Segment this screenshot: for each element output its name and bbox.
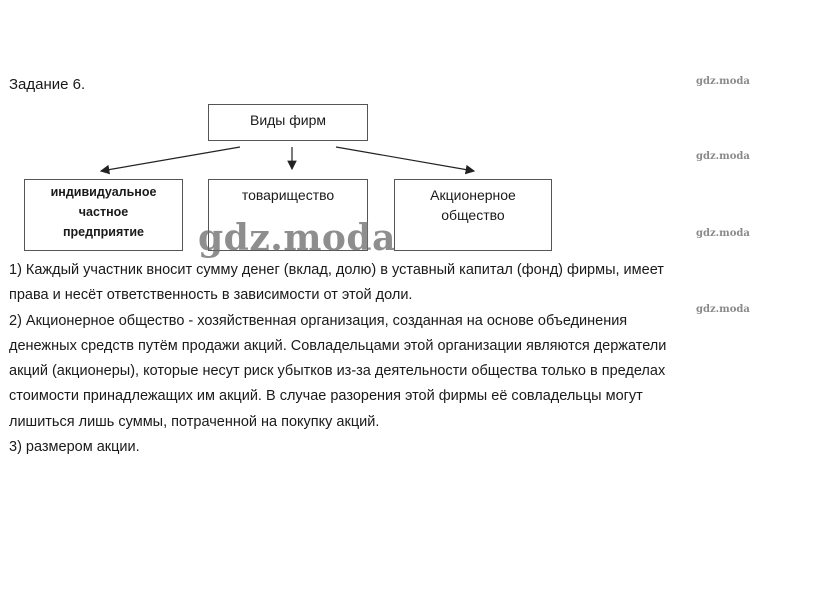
arrow-left — [101, 147, 240, 171]
node-line: частное — [78, 205, 129, 219]
root-node — [208, 104, 368, 141]
answer-line: денежных средств путём продажи акций. Совладельцами этой организации являются держатели — [9, 337, 667, 354]
root-node-label: Виды фирм — [249, 112, 327, 128]
answer-line: акций (акционеры), которые несут риск убытков из-за деятельности общества только в пределах — [9, 363, 666, 380]
node-joint-stock-company — [394, 179, 552, 251]
node-line: общество — [441, 207, 505, 223]
arrow-right — [336, 147, 474, 171]
node-line: предприятие — [63, 225, 144, 239]
node-individual-enterprise — [24, 179, 183, 251]
watermark-large: gdz.moda — [198, 217, 396, 259]
node-line: товарищество — [241, 187, 335, 203]
answer-line: лишиться лишь суммы, потраченной на покупку акций. — [9, 413, 380, 430]
answer-text — [9, 258, 809, 460]
watermark-small: gdz.moda — [696, 228, 750, 239]
task-title: Задание 6. — [9, 76, 86, 93]
answer-line: 1) Каждый участник вносит сумму денег (вклад, долю) в уставный капитал (фонд) фирмы, имеет — [9, 262, 664, 278]
watermark-small: gdz.moda — [696, 304, 750, 315]
watermark-small: gdz.moda — [696, 76, 750, 87]
answer-line: 2) Акционерное общество - хозяйственная организация, созданная на основе объединения — [9, 312, 628, 329]
node-line: индивидуальное — [50, 185, 157, 199]
node-line: Акционерное — [430, 187, 516, 203]
answer-line: стоимости принадлежащих им акций. В случае разорения этой фирмы её совладельцы могут — [9, 388, 643, 405]
answer-line: права и несёт ответственность в зависимости от этой доли. — [9, 287, 413, 304]
watermark-small: gdz.moda — [696, 151, 750, 162]
answer-line: 3) размером акции. — [9, 439, 140, 456]
